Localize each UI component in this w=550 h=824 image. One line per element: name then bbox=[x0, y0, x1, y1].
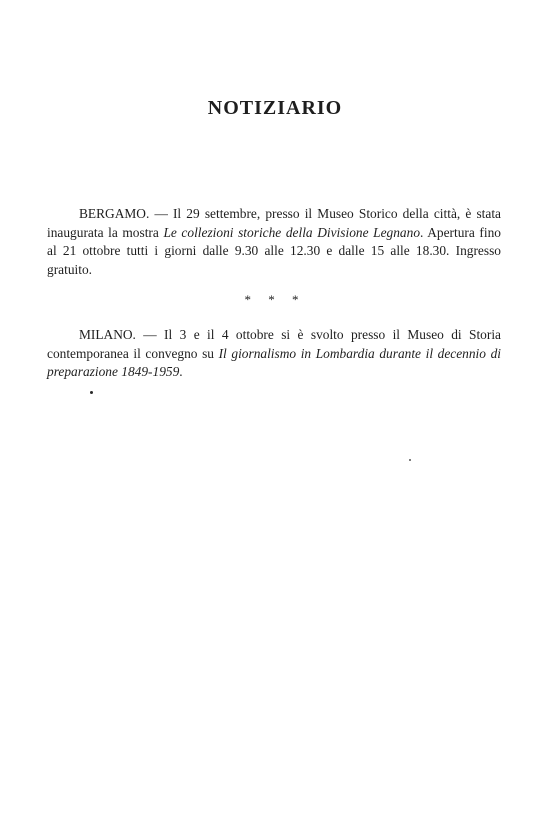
conference-title: Il giornalismo in Lombardia durante il decennio di preparazione 1849-1959 bbox=[47, 345, 501, 380]
news-item-text: . Apertura fino al 21 ottobre tutti i giorni dalle 9.30 alle 12.30 e dalle 15 alle 18.30. Ingresso gratuito. bbox=[47, 224, 501, 277]
news-item-milano bbox=[47, 326, 501, 382]
section-separator: * * * bbox=[244, 292, 306, 307]
exhibition-title: Le collezioni storiche della Divisione Legnano bbox=[163, 224, 421, 240]
print-speck bbox=[409, 459, 411, 461]
news-item-text: BERGAMO. — Il 29 settembre, presso il Museo Storico della città, è stata inaugurata la mostra bbox=[47, 206, 501, 240]
news-item-bergamo bbox=[47, 205, 501, 279]
news-item-text: MILANO. — Il 3 e il 4 ottobre si è svolto presso il Museo di Storia contemporanea il convegno su bbox=[47, 327, 501, 361]
page-title: NOTIZIARIO bbox=[207, 97, 343, 119]
print-speck bbox=[90, 391, 93, 394]
news-item-text: . bbox=[179, 364, 183, 380]
